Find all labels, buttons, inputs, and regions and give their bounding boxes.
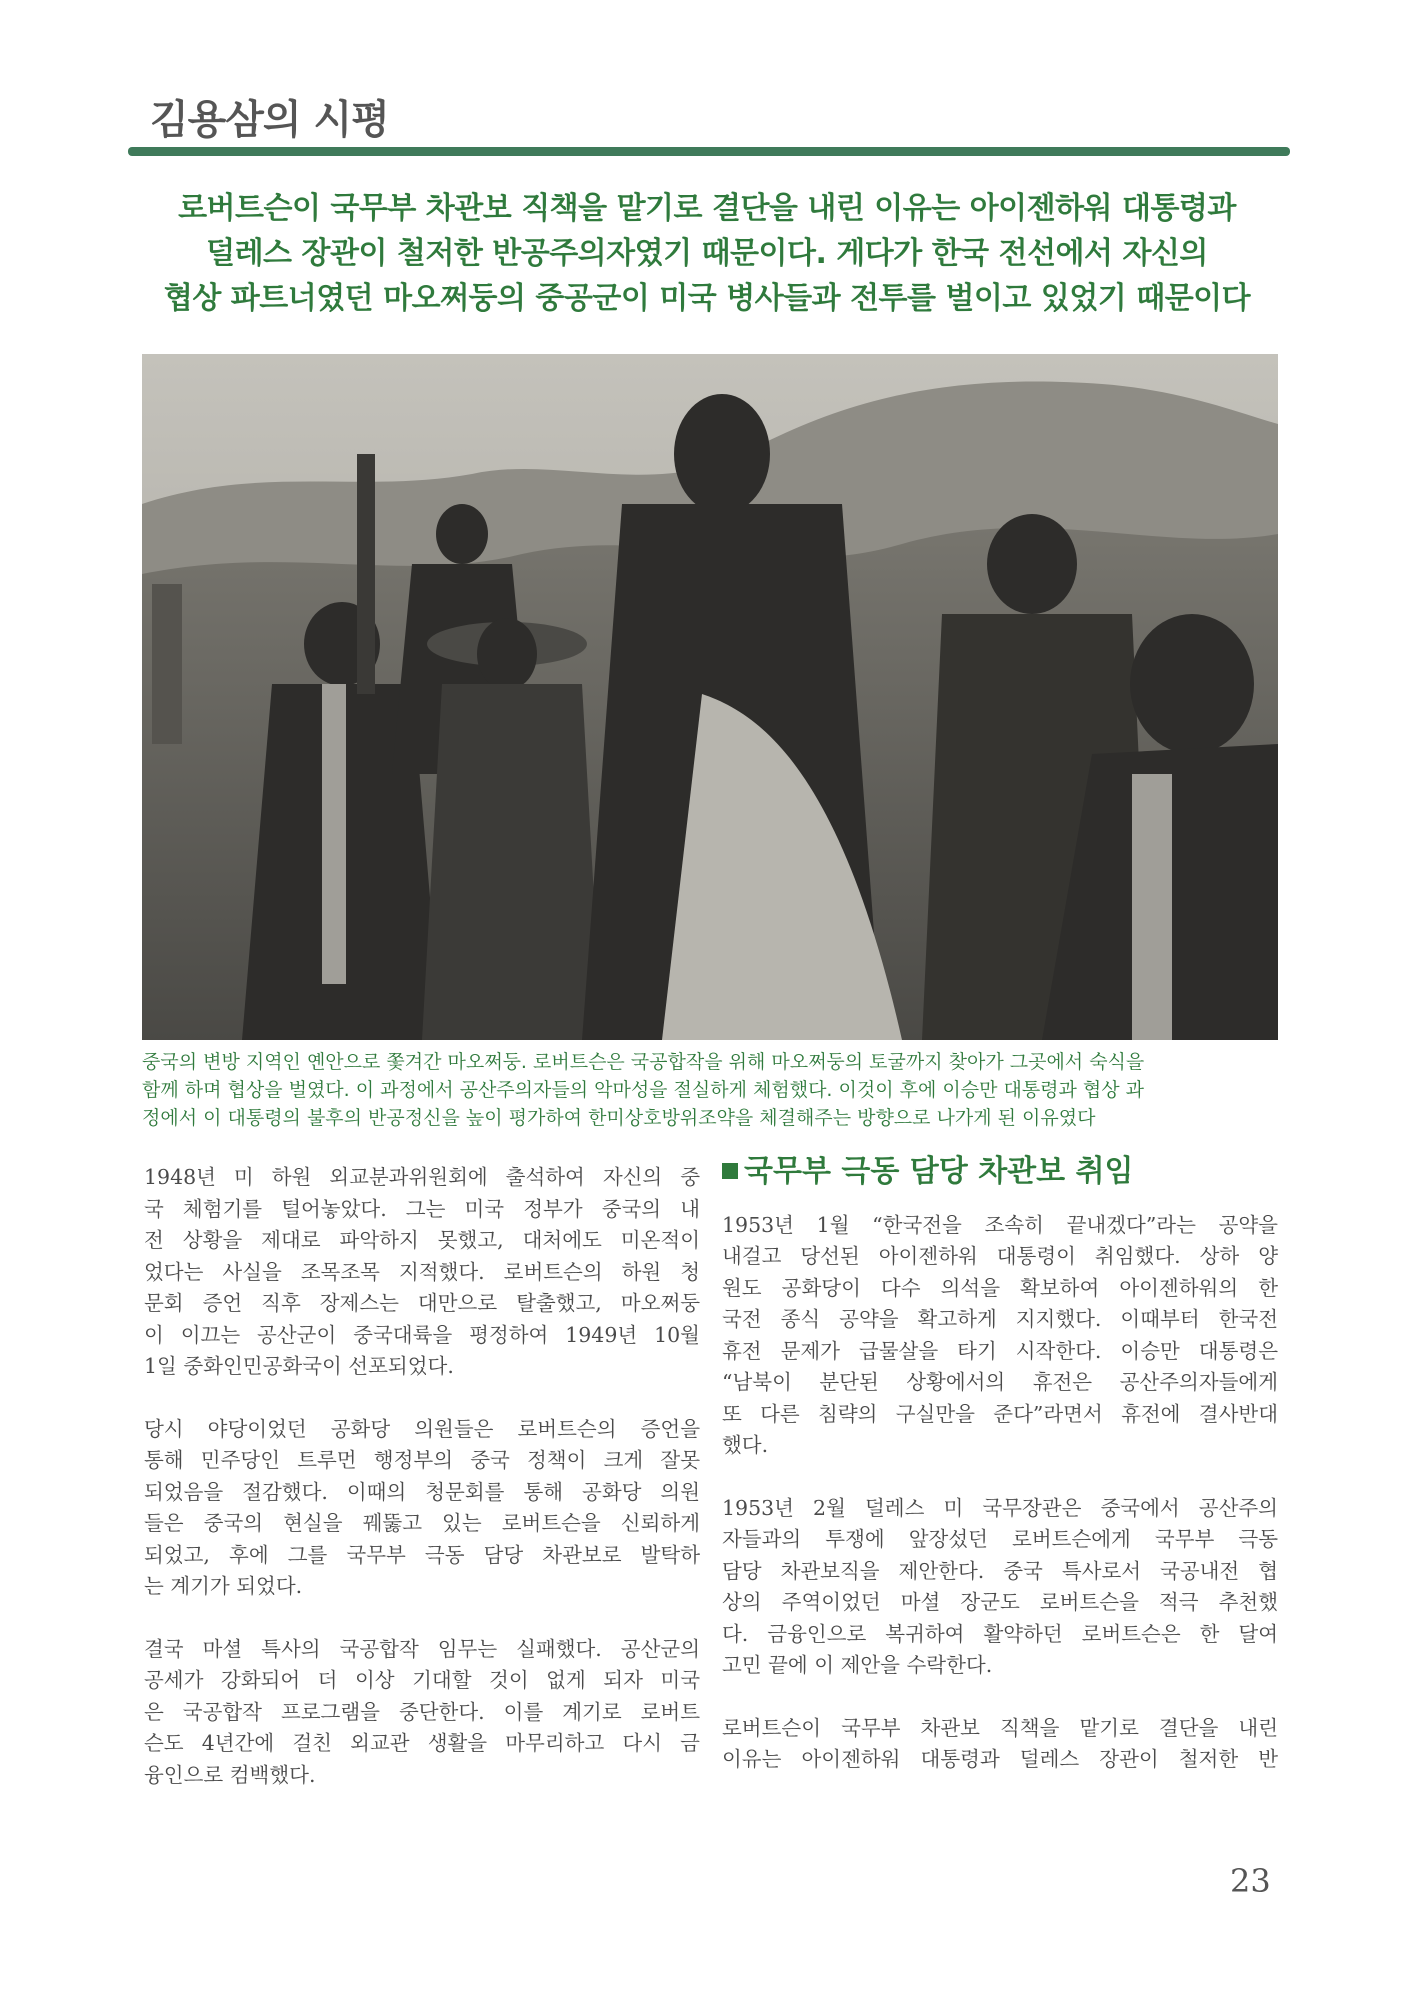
caption-line: 중국의 변방 지역인 옌안으로 쫓겨간 마오쩌둥. 로버트슨은 국공합작을 위해 마오쩌둥의 토굴까지 찾아가 그곳에서 숙식을 — [142, 1051, 1145, 1073]
subhead-text: 국무부 극동 담당 차관보 취임 — [744, 1154, 1134, 1189]
text-line: 결국 마셜 특사의 국공합작 임무는 실패했다. 공산군의 — [144, 1636, 700, 1661]
headline-line: 로버트슨이 국무부 차관보 직책을 맡기로 결단을 내린 이유는 아이젠하워 대통령과 — [178, 191, 1236, 226]
text-line: 는 계기가 되었다. — [144, 1574, 303, 1598]
text-line: 다. 금융인으로 복귀하여 활약하던 로버트슨은 한 달여 — [722, 1621, 1278, 1646]
paragraph — [144, 1162, 700, 1383]
text-line: 1953년 1월 “한국전을 조속히 끝내겠다”라는 공약을 — [722, 1212, 1278, 1237]
text-line: “남북이 분단된 상황에서의 휴전은 공산주의자들에게 — [722, 1370, 1278, 1394]
paragraph — [722, 1713, 1278, 1776]
text-line: 했다. — [722, 1433, 769, 1457]
text-line: 문회 증언 직후 장제스는 대만으로 탈출했고, 마오쩌둥 — [144, 1291, 700, 1315]
text-line: 내걸고 당선된 아이젠하워 대통령이 취임했다. 상하 양 — [722, 1244, 1278, 1268]
headline-line: 덜레스 장관이 철저한 반공주의자였기 때문이다. 게다가 한국 전선에서 자신의 — [206, 236, 1208, 271]
text-line: 공세가 강화되어 더 이상 기대할 것이 없게 되자 미국 — [144, 1668, 700, 1692]
text-line: 이 이끄는 공산군이 중국대륙을 평정하여 1949년 10월 — [144, 1322, 700, 1347]
text-line: 자들과의 투쟁에 앞장섰던 로버트슨에게 국무부 극동 — [722, 1527, 1278, 1551]
text-line: 은 국공합작 프로그램을 중단한다. 이를 계기로 로버트 — [144, 1699, 700, 1724]
text-line: 또 다른 침략의 구실만을 준다”라면서 휴전에 결사반대 — [722, 1401, 1278, 1426]
text-line: 이유는 아이젠하워 대통령과 덜레스 장관이 철저한 반 — [722, 1747, 1278, 1771]
text-line: 휴전 문제가 급물살을 타기 시작한다. 이승만 대통령은 — [722, 1338, 1278, 1363]
headline-line: 협상 파트너였던 마오쩌둥의 중공군이 미국 병사들과 전투를 벌이고 있었기 때문이다 — [163, 281, 1251, 316]
caption-line: 함께 하며 협상을 벌였다. 이 과정에서 공산주의자들의 악마성을 절실하게 체험했다. 이것이 후에 이승만 대통령과 협상 과 — [142, 1079, 1145, 1101]
text-line: 융인으로 컴백했다. — [144, 1762, 316, 1787]
left-column — [144, 1162, 700, 1822]
text-line: 상의 주역이었던 마셜 장군도 로버트슨을 적극 추천했 — [722, 1590, 1278, 1614]
paragraph — [144, 1414, 700, 1603]
square-bullet-icon — [722, 1163, 738, 1179]
headline — [140, 186, 1274, 321]
section-title: 김용삼의 시평 — [150, 97, 389, 143]
photo-caption — [142, 1048, 1282, 1132]
text-line: 슨도 4년간에 걸친 외교관 생활을 마무리하고 다시 금 — [144, 1731, 700, 1755]
historical-photo-icon — [142, 354, 1278, 1040]
text-line: 되었고, 후에 그를 국무부 극동 담당 차관보로 발탁하 — [144, 1542, 700, 1567]
paragraph — [144, 1634, 700, 1792]
historical-photo — [142, 354, 1278, 1040]
text-line: 1953년 2월 덜레스 미 국무장관은 중국에서 공산주의 — [722, 1495, 1278, 1520]
text-line: 로버트슨이 국무부 차관보 직책을 맡기로 결단을 내린 — [722, 1715, 1278, 1740]
text-line: 담당 차관보직을 제안한다. 중국 특사로서 국공내전 협 — [722, 1558, 1278, 1583]
text-line: 당시 야당이었던 공화당 의원들은 로버트슨의 증언을 — [144, 1416, 700, 1441]
text-line: 원도 공화당이 다수 의석을 확보하여 아이젠하워의 한 — [722, 1275, 1278, 1300]
subhead — [722, 1156, 1278, 1188]
text-line: 되었음을 절감했다. 이때의 청문회를 통해 공화당 의원 — [144, 1479, 700, 1504]
text-line: 었다는 사실을 조목조목 지적했다. 로버트슨의 하원 청 — [144, 1259, 700, 1284]
text-line: 국전 종식 공약을 확고하게 지지했다. 이때부터 한국전 — [722, 1307, 1278, 1331]
title-rule — [128, 147, 1290, 156]
paragraph — [722, 1493, 1278, 1682]
text-line: 국 체험기를 털어놓았다. 그는 미국 정부가 중국의 내 — [144, 1196, 700, 1221]
text-line: 통해 민주당인 트루먼 행정부의 중국 정책이 크게 잘못 — [144, 1448, 700, 1472]
right-column — [722, 1154, 1278, 1807]
paragraph — [722, 1210, 1278, 1462]
text-line: 들은 중국의 현실을 꿰뚫고 있는 로버트슨을 신뢰하게 — [144, 1511, 700, 1535]
text-line: 1948년 미 하원 외교분과위원회에 출석하여 자신의 중 — [144, 1165, 700, 1189]
text-line: 전 상황을 제대로 파악하지 못했고, 대처에도 미온적이 — [144, 1228, 700, 1252]
page-number: 23 — [1230, 1862, 1271, 1900]
caption-line: 정에서 이 대통령의 불후의 반공정신을 높이 평가하여 한미상호방위조약을 체결해주는 방향으로 나가게 된 이유였다 — [142, 1107, 1096, 1129]
text-line: 고민 끝에 이 제안을 수락한다. — [722, 1653, 993, 1677]
text-line: 1일 중화인민공화국이 선포되었다. — [144, 1354, 454, 1378]
